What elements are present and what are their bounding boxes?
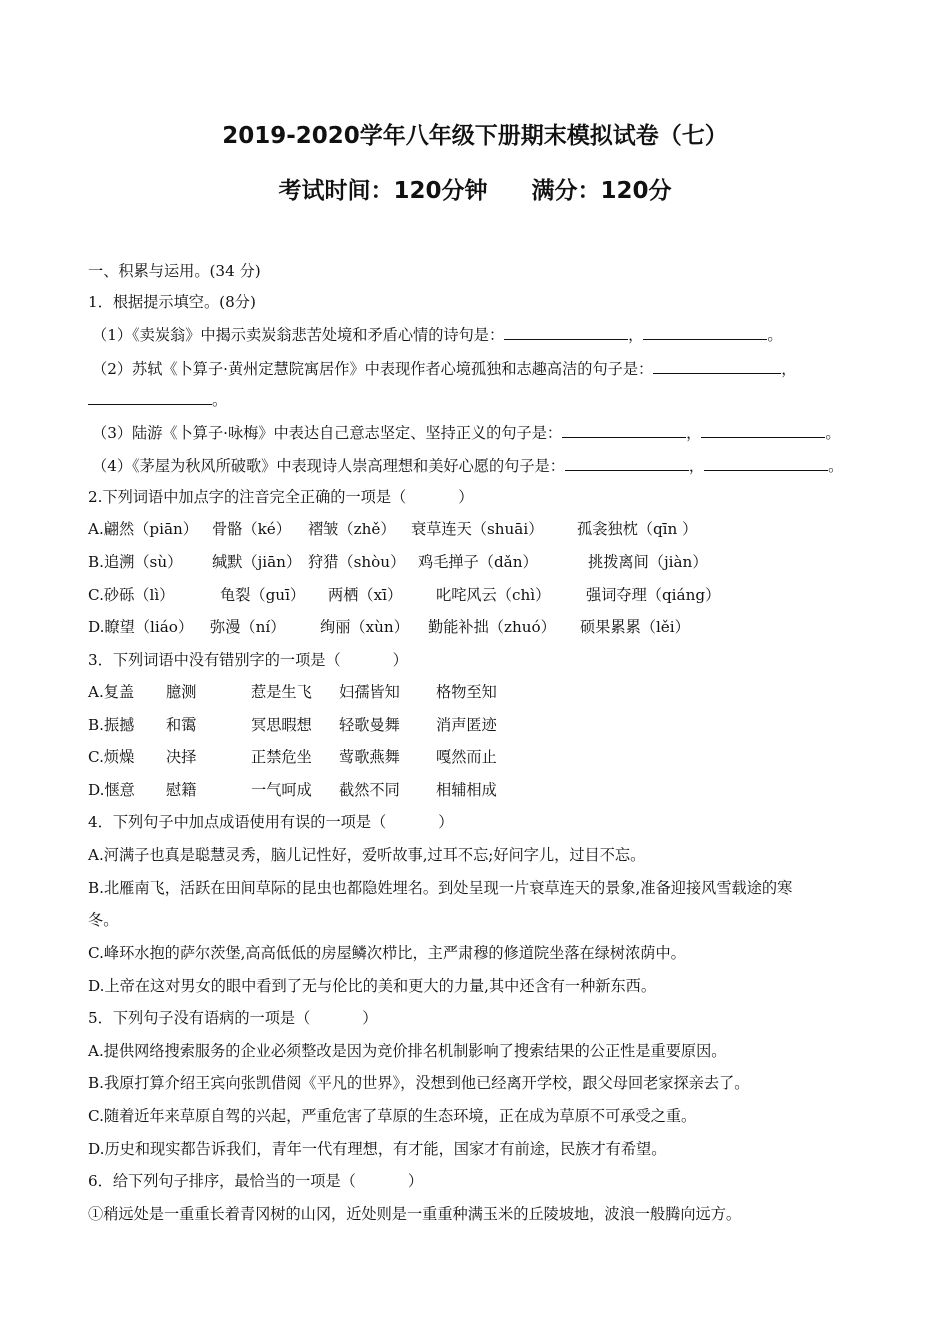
question-2-option-c: C.砂砾（lì） 龟裂（guī） 两栖（xī） 叱咤风云（chì） 强词夺理（qiáng） <box>88 586 721 604</box>
question-4-stem: 4．下列句子中加点成语使用有误的一项是（ ） <box>88 813 454 831</box>
answer-blank[interactable] <box>565 456 689 471</box>
question-3-option-d: D.惬意 慰籍 一气呵成 截然不同 相辅相成 <box>88 781 497 799</box>
question-1-part-2-cont: 。 <box>88 390 870 410</box>
question-4-option-c: C.峰环水抱的萨尔茨堡,高高低低的房屋鳞次栉比，主严肃穆的修道院坐落在绿树浓荫中。 <box>88 944 686 962</box>
question-6-stem: 6．给下列句子排序，最恰当的一项是（ ） <box>88 1172 424 1190</box>
exam-time: 考试时间：120分钟 <box>278 178 488 204</box>
full-score: 满分：120分 <box>531 178 672 204</box>
answer-blank[interactable] <box>701 423 825 438</box>
question-1-part-4: （4）《茅屋为秋风所破歌》中表现诗人崇高理想和美好心愿的句子是： ， 。 <box>92 457 844 475</box>
question-2-option-b: B.追溯（sù） 缄默（jiān） 狩猎（shòu） 鸡毛掸子（dǎn） 挑拨离间（jiàn） <box>88 553 708 571</box>
question-5-option-b: B.我原打算介绍王宾向张凯借阅《平凡的世界》，没想到他已经离开学校，跟父母回老家探亲去了。 <box>88 1074 750 1092</box>
question-1-stem: 1．根据提示填空。(8分) <box>88 293 256 311</box>
question-1-part-3: （3）陆游《卜算子·咏梅》中表达自己意志坚定、坚持正义的句子是： ， 。 <box>92 424 841 442</box>
answer-blank[interactable] <box>88 390 212 405</box>
question-5-stem: 5．下列句子没有语病的一项是（ ） <box>88 1009 378 1027</box>
question-5-option-c: C.随着近年来草原自驾的兴起，严重危害了草原的生态环境，正在成为草原不可承受之重。 <box>88 1107 697 1125</box>
answer-blank[interactable] <box>562 423 686 438</box>
question-1-part-2: （2）苏轼《卜算子·黄州定慧院寓居作》中表现作者心境孤独和志趣高洁的句子是： ， <box>92 360 797 378</box>
question-3-option-a: A.复盖 臆测 惹是生飞 妇孺皆知 格物至知 <box>88 683 497 701</box>
question-4-option-b: B.北雁南飞，活跃在田间草际的昆虫也都隐姓埋名。到处呈现一片衰草连天的景象,准备迎接风雪载途的寒 <box>88 879 793 897</box>
question-5-option-a: A.提供网络搜索服务的企业必须整改是因为竞价排名机制影响了搜索结果的公正性是重要原因。 <box>88 1042 727 1060</box>
question-2-option-d: D.瞭望（liáo） 弥漫（ní） 绚丽（xùn） 勤能补拙（zhuó） 硕果累累（lěi） <box>88 618 690 636</box>
answer-blank[interactable] <box>643 325 767 340</box>
section-heading: 一、积累与运用。(34 分) <box>88 262 261 280</box>
question-5-option-d: D.历史和现实都告诉我们，青年一代有理想，有才能，国家才有前途，民族才有希望。 <box>88 1140 667 1158</box>
answer-blank[interactable] <box>504 325 628 340</box>
question-6-sentence-1: ①稍远处是一重重长着青冈树的山冈，近处则是一重重种满玉米的丘陵坡地，波浪一般腾向远方。 <box>88 1205 742 1223</box>
question-3-option-c: C.烦燥 决择 正禁危坐 莺歌燕舞 嘎然而止 <box>88 748 497 766</box>
question-2-stem: 2.下列词语中加点字的注音完全正确的一项是（ ） <box>88 488 474 506</box>
question-3-option-b: B.振撼 和霭 冥思暇想 轻歌曼舞 消声匿迹 <box>88 716 497 734</box>
question-2-option-a: A.翩然（piān） 骨骼（ké） 褶皱（zhě） 衰草连天（shuāi） 孤衾独枕（qīn ） <box>88 520 698 538</box>
answer-blank[interactable] <box>653 359 781 374</box>
question-3-stem: 3．下列词语中没有错别字的一项是（ ） <box>88 651 408 669</box>
question-4-option-b-cont: 冬。 <box>88 911 119 929</box>
exam-title: 2019-2020学年八年级下册期末模拟试卷（七） <box>222 123 728 149</box>
question-4-option-d: D.上帝在这对男女的眼中看到了无与伦比的美和更大的力量,其中还含有一种新东西。 <box>88 977 657 995</box>
exam-subtitle <box>0 172 950 205</box>
answer-blank[interactable] <box>704 456 828 471</box>
question-4-option-a: A.河满子也真是聪慧灵秀，脑儿记性好，爱听故事,过耳不忘;好问字儿，过目不忘。 <box>88 846 646 864</box>
question-1-part-1: （1）《卖炭翁》中揭示卖炭翁悲苦处境和矛盾心情的诗句是： ， 。 <box>92 326 783 344</box>
